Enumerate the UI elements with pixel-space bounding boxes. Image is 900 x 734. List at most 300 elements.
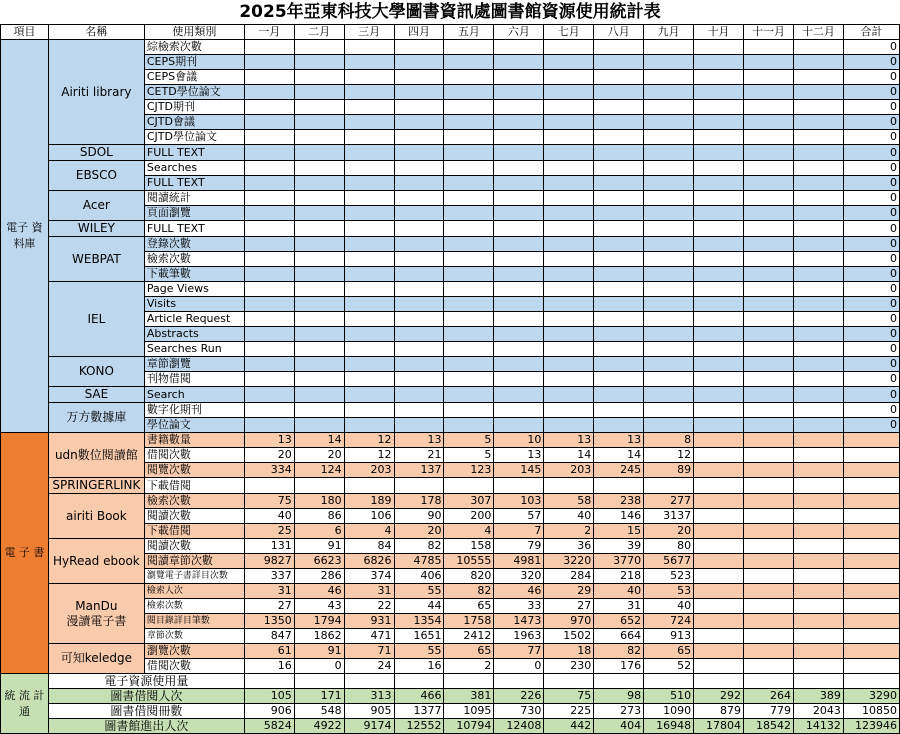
month-value [694, 674, 744, 689]
month-value: 176 [594, 659, 644, 674]
month-value [344, 478, 394, 494]
month-value [494, 145, 544, 161]
month-value [444, 85, 494, 100]
month-value: 313 [344, 689, 394, 704]
month-value [494, 297, 544, 312]
month-value [793, 463, 843, 478]
month-value [344, 161, 394, 176]
month-value: 730 [494, 704, 544, 719]
total-value: 0 [843, 418, 899, 433]
month-value [744, 629, 794, 644]
month-value [744, 267, 794, 282]
month-value [793, 252, 843, 267]
month-value [544, 297, 594, 312]
month-value [444, 145, 494, 161]
month-value: 82 [394, 539, 444, 554]
month-value [244, 297, 294, 312]
month-value [694, 191, 744, 206]
month-value [644, 85, 694, 100]
month-value [444, 403, 494, 418]
month-value: 40 [544, 509, 594, 524]
month-value [793, 100, 843, 115]
month-value [444, 297, 494, 312]
month-value [444, 191, 494, 206]
month-value [394, 115, 444, 130]
month-value [394, 387, 444, 403]
column-header: 三月 [344, 25, 394, 40]
month-value: 337 [244, 569, 294, 584]
month-value [793, 629, 843, 644]
month-value: 905 [344, 704, 394, 719]
month-value [244, 130, 294, 145]
month-value [344, 85, 394, 100]
total-value: 0 [843, 145, 899, 161]
month-value [694, 297, 744, 312]
month-value: 9174 [344, 719, 394, 734]
month-value [694, 327, 744, 342]
total-value [843, 478, 899, 494]
month-value: 13 [594, 433, 644, 448]
month-value: 1651 [394, 629, 444, 644]
month-value [544, 674, 594, 689]
table-row [1, 478, 900, 494]
usage-type: 瀏覽電子書詳目次數 [144, 569, 244, 584]
resource-name: SDOL [48, 145, 144, 161]
total-value: 0 [843, 176, 899, 191]
resource-name: airiti Book [48, 494, 144, 539]
month-value [294, 85, 344, 100]
total-value: 0 [843, 403, 899, 418]
usage-type: CJTD學位論文 [144, 130, 244, 145]
total-value: 0 [843, 115, 899, 130]
month-value: 84 [344, 539, 394, 554]
month-value [744, 342, 794, 357]
month-value [694, 176, 744, 191]
month-value [793, 644, 843, 659]
month-value [744, 524, 794, 539]
month-value [344, 70, 394, 85]
month-value [644, 267, 694, 282]
total-value: 0 [843, 327, 899, 342]
month-value [594, 418, 644, 433]
month-value [244, 115, 294, 130]
month-value [344, 357, 394, 372]
month-value [694, 644, 744, 659]
month-value [694, 237, 744, 252]
month-value [594, 85, 644, 100]
month-value: 381 [444, 689, 494, 704]
month-value: 404 [594, 719, 644, 734]
month-value [244, 418, 294, 433]
table-row [1, 689, 900, 704]
month-value [444, 115, 494, 130]
month-value [694, 312, 744, 327]
month-value: 106 [344, 509, 394, 524]
month-value [644, 145, 694, 161]
month-value [294, 237, 344, 252]
month-value [394, 191, 444, 206]
month-value [644, 403, 694, 418]
month-value [544, 418, 594, 433]
total-value [843, 554, 899, 569]
month-value: 13 [244, 433, 294, 448]
month-value: 12408 [494, 719, 544, 734]
month-value [694, 267, 744, 282]
month-value [594, 191, 644, 206]
month-value: 4922 [294, 719, 344, 734]
month-value: 9827 [244, 554, 294, 569]
total-value: 0 [843, 267, 899, 282]
total-value: 10850 [843, 704, 899, 719]
category-cell: 電 子 書 [1, 433, 49, 674]
month-value [744, 614, 794, 629]
month-value [244, 312, 294, 327]
usage-type: 下載借閱 [144, 524, 244, 539]
total-value: 0 [843, 55, 899, 70]
usage-type: CEPS會議 [144, 70, 244, 85]
month-value: 25 [244, 524, 294, 539]
month-value [394, 70, 444, 85]
month-value [444, 372, 494, 387]
month-value [644, 176, 694, 191]
month-value [793, 327, 843, 342]
month-value: 17804 [694, 719, 744, 734]
month-value: 4 [344, 524, 394, 539]
month-value [594, 206, 644, 221]
month-value [793, 237, 843, 252]
table-row [1, 40, 900, 55]
month-value [694, 70, 744, 85]
month-value: 218 [594, 569, 644, 584]
month-value [394, 176, 444, 191]
month-value [744, 145, 794, 161]
month-value [744, 70, 794, 85]
month-value [793, 206, 843, 221]
month-value [793, 674, 843, 689]
month-value: 12 [644, 448, 694, 463]
month-value [744, 252, 794, 267]
month-value: 2 [544, 524, 594, 539]
month-value [644, 237, 694, 252]
month-value: 52 [644, 659, 694, 674]
usage-type: 學位論文 [144, 418, 244, 433]
month-value: 548 [294, 704, 344, 719]
month-value [644, 357, 694, 372]
month-value [444, 357, 494, 372]
total-value [843, 644, 899, 659]
month-value [444, 252, 494, 267]
month-value: 2043 [793, 704, 843, 719]
month-value [793, 659, 843, 674]
month-value [594, 403, 644, 418]
month-value: 523 [644, 569, 694, 584]
month-value [594, 297, 644, 312]
month-value [694, 282, 744, 297]
month-value [793, 539, 843, 554]
usage-type: FULL TEXT [144, 176, 244, 191]
month-value [444, 176, 494, 191]
month-value: 906 [244, 704, 294, 719]
month-value [544, 267, 594, 282]
month-value [244, 252, 294, 267]
usage-type: 登錄次數 [144, 237, 244, 252]
month-value [793, 599, 843, 614]
usage-type: Page Views [144, 282, 244, 297]
usage-type: Searches [144, 161, 244, 176]
category-cell: 統 流 計 通 [1, 674, 49, 734]
month-value [694, 614, 744, 629]
month-value: 225 [544, 704, 594, 719]
month-value [644, 55, 694, 70]
month-value [244, 55, 294, 70]
month-value [694, 448, 744, 463]
resource-name: SAE [48, 387, 144, 403]
month-value: 39 [594, 539, 644, 554]
month-value [494, 40, 544, 55]
month-value: 847 [244, 629, 294, 644]
month-value [594, 372, 644, 387]
month-value [544, 327, 594, 342]
table-row [1, 433, 900, 448]
month-value: 1473 [494, 614, 544, 629]
usage-type: CJTD期刊 [144, 100, 244, 115]
month-value [644, 674, 694, 689]
month-value [244, 267, 294, 282]
month-value [694, 357, 744, 372]
month-value [244, 674, 294, 689]
month-value: 180 [294, 494, 344, 509]
month-value: 31 [244, 584, 294, 599]
month-value [344, 40, 394, 55]
month-value [394, 206, 444, 221]
month-value: 55 [394, 584, 444, 599]
month-value: 14 [544, 448, 594, 463]
month-value [244, 342, 294, 357]
month-value [744, 509, 794, 524]
month-value [444, 40, 494, 55]
column-header: 六月 [494, 25, 544, 40]
month-value: 230 [544, 659, 594, 674]
usage-type: 下載筆數 [144, 267, 244, 282]
month-value [594, 70, 644, 85]
month-value [244, 40, 294, 55]
month-value: 334 [244, 463, 294, 478]
month-value: 98 [594, 689, 644, 704]
month-value: 103 [494, 494, 544, 509]
resource-name: Acer [48, 191, 144, 221]
month-value [793, 448, 843, 463]
month-value [744, 237, 794, 252]
month-value [644, 297, 694, 312]
month-value [644, 387, 694, 403]
month-value [494, 55, 544, 70]
month-value: 389 [793, 689, 843, 704]
usage-type: 檢索次數 [144, 252, 244, 267]
month-value [744, 312, 794, 327]
month-value [294, 674, 344, 689]
usage-type: 檢索次數 [144, 599, 244, 614]
month-value [244, 478, 294, 494]
month-value [744, 463, 794, 478]
total-value [843, 569, 899, 584]
month-value [344, 418, 394, 433]
month-value: 6826 [344, 554, 394, 569]
total-value: 123946 [843, 719, 899, 734]
month-value: 16 [394, 659, 444, 674]
month-value [244, 100, 294, 115]
month-value: 13 [494, 448, 544, 463]
month-value [694, 145, 744, 161]
usage-type: CJTD會議 [144, 115, 244, 130]
usage-type: FULL TEXT [144, 145, 244, 161]
month-value: 1350 [244, 614, 294, 629]
month-value: 931 [344, 614, 394, 629]
month-value: 24 [344, 659, 394, 674]
usage-type: 瀏覽次數 [144, 644, 244, 659]
month-value: 1502 [544, 629, 594, 644]
usage-type: 章節次數 [144, 629, 244, 644]
month-value [544, 342, 594, 357]
month-value: 146 [594, 509, 644, 524]
total-value: 0 [843, 191, 899, 206]
total-value [843, 674, 899, 689]
total-value [843, 463, 899, 478]
usage-type: 閱覽次數 [144, 463, 244, 478]
month-value: 320 [494, 569, 544, 584]
month-value: 10555 [444, 554, 494, 569]
month-value: 13 [544, 433, 594, 448]
month-value [644, 100, 694, 115]
month-value [344, 191, 394, 206]
month-value: 4 [444, 524, 494, 539]
month-value [444, 70, 494, 85]
month-value [244, 403, 294, 418]
total-value [843, 599, 899, 614]
month-value: 18542 [744, 719, 794, 734]
month-value [394, 327, 444, 342]
month-value [494, 191, 544, 206]
column-header: 使用類別 [144, 25, 244, 40]
month-value: 724 [644, 614, 694, 629]
column-header: 名稱 [48, 25, 144, 40]
resource-name: 圖書借閱冊數 [48, 704, 244, 719]
month-value [244, 327, 294, 342]
month-value [294, 297, 344, 312]
month-value: 3220 [544, 554, 594, 569]
usage-type: Article Request [144, 312, 244, 327]
month-value [494, 357, 544, 372]
column-header: 十二月 [793, 25, 843, 40]
month-value: 43 [294, 599, 344, 614]
month-value [444, 161, 494, 176]
month-value: 1095 [444, 704, 494, 719]
month-value: 1377 [394, 704, 444, 719]
month-value: 40 [244, 509, 294, 524]
month-value: 65 [444, 644, 494, 659]
month-value: 264 [744, 689, 794, 704]
month-value: 1758 [444, 614, 494, 629]
month-value: 71 [344, 644, 394, 659]
month-value [594, 130, 644, 145]
month-value [444, 312, 494, 327]
total-value: 0 [843, 252, 899, 267]
month-value [294, 403, 344, 418]
month-value [494, 478, 544, 494]
usage-type: Search [144, 387, 244, 403]
month-value: 1963 [494, 629, 544, 644]
month-value [544, 100, 594, 115]
month-value: 13 [394, 433, 444, 448]
month-value [644, 130, 694, 145]
month-value [793, 115, 843, 130]
table-row [1, 719, 900, 734]
month-value: 10794 [444, 719, 494, 734]
month-value [544, 252, 594, 267]
month-value: 178 [394, 494, 444, 509]
total-value [843, 433, 899, 448]
resource-name: 電子資源使用量 [48, 674, 244, 689]
total-value: 0 [843, 372, 899, 387]
month-value [244, 176, 294, 191]
month-value [793, 524, 843, 539]
month-value [744, 191, 794, 206]
month-value: 245 [594, 463, 644, 478]
month-value [694, 403, 744, 418]
statistics-table [0, 24, 900, 734]
month-value [644, 161, 694, 176]
month-value [394, 357, 444, 372]
month-value: 16948 [644, 719, 694, 734]
month-value: 77 [494, 644, 544, 659]
usage-type: 刊物借閱 [144, 372, 244, 387]
month-value [544, 161, 594, 176]
month-value [494, 418, 544, 433]
month-value [444, 342, 494, 357]
month-value: 652 [594, 614, 644, 629]
resource-name: 可知keledge [48, 644, 144, 674]
month-value: 105 [244, 689, 294, 704]
total-value [843, 509, 899, 524]
month-value [744, 221, 794, 237]
month-value [594, 115, 644, 130]
table-row [1, 282, 900, 297]
month-value: 913 [644, 629, 694, 644]
total-value [843, 524, 899, 539]
month-value [744, 554, 794, 569]
month-value [594, 252, 644, 267]
usage-type: 閱讀章節次數 [144, 554, 244, 569]
resource-name: WEBPAT [48, 237, 144, 282]
table-row [1, 494, 900, 509]
month-value [494, 252, 544, 267]
month-value: 466 [394, 689, 444, 704]
month-value [244, 221, 294, 237]
month-value [494, 387, 544, 403]
month-value [694, 40, 744, 55]
month-value [793, 145, 843, 161]
table-row [1, 161, 900, 176]
month-value [793, 70, 843, 85]
month-value: 4981 [494, 554, 544, 569]
month-value [694, 494, 744, 509]
month-value [694, 584, 744, 599]
month-value: 406 [394, 569, 444, 584]
usage-type: 書籍數量 [144, 433, 244, 448]
month-value [394, 237, 444, 252]
month-value [244, 237, 294, 252]
month-value [294, 100, 344, 115]
month-value [444, 327, 494, 342]
